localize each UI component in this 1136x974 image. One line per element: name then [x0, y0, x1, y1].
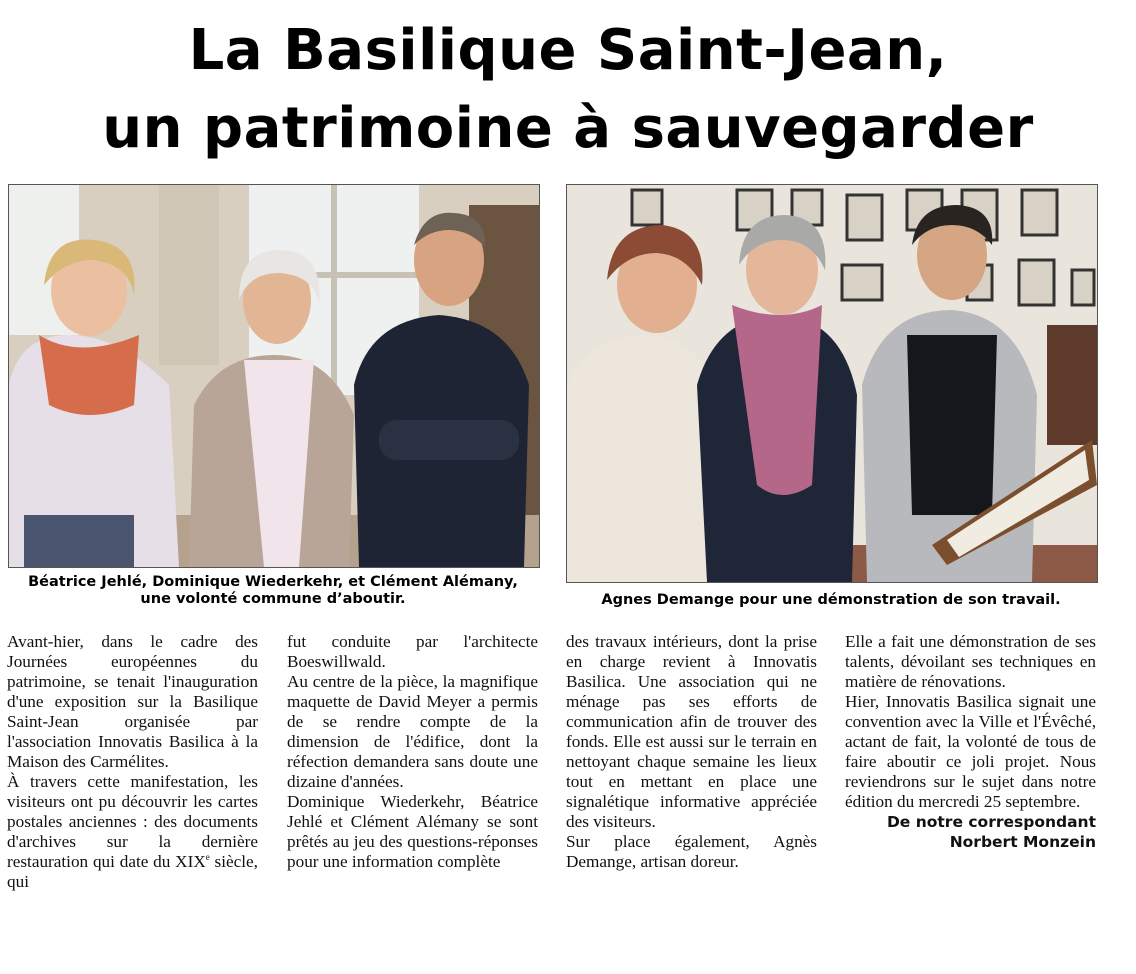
- paragraph-text: À travers cette manifestation, les visiteurs ont pu découvrir les cartes postales anciennes : des documents d'archives sur la dernière restauration qui date du XIX: [7, 772, 258, 871]
- paragraph: [7, 772, 258, 892]
- caption-left-line-1: Béatrice Jehlé, Dominique Wiederkehr, et Clément Alémany,: [28, 574, 518, 590]
- photo-three-people: [8, 184, 540, 568]
- photo-demonstration: [566, 184, 1098, 583]
- superscript: e: [205, 852, 210, 862]
- byline-line-1: De notre correspondant: [886, 813, 1096, 831]
- paragraph: des travaux intérieurs, dont la prise en charge revient à Innovatis Basilica. Une association qui ne ménage pas ses efforts de communication afin de trouver des fonds. Elle est aussi sur le terrain en nettoyant chaque semaine les lieux tout en mettant en place une signalétique informative appréciée des visiteurs.: [566, 632, 817, 831]
- paragraph: Hier, Innovatis Basilica signait une convention avec la Ville et l'Évêché, actant de fait, la volonté de tous de faire aboutir ce joli projet. Nous reviendrons sur le sujet dans notre édition du mercredi 25 septembre.: [845, 692, 1096, 811]
- caption-right: Agnes Demange pour une démonstration de son travail.: [601, 592, 1061, 608]
- article-column-1: [7, 632, 258, 892]
- paragraph: Avant-hier, dans le cadre des Journées européennes du patrimoine, se tenait l'inauguration d'une exposition sur la Basilique Saint-Jean organisée par l'association Innovatis Basilica à la Maison des Carmélites.: [7, 632, 258, 771]
- paragraph: Dominique Wiederkehr, Béatrice Jehlé et Clément Alémany se sont prêtés au jeu des questions-réponses pour une information complète: [287, 792, 538, 871]
- caption-left: [8, 574, 538, 608]
- article-column-3: [566, 632, 817, 872]
- headline-line-2: un patrimoine à sauvegarder: [102, 96, 1034, 161]
- article-column-4: [845, 632, 1096, 852]
- paragraph-text: siècle, qui: [7, 852, 258, 891]
- article-column-2: [287, 632, 538, 872]
- paragraph: Au centre de la pièce, la magnifique maquette de David Meyer a permis de se rendre compte de la dimension de l'édifice, dont la réfection demandera sans doute une dizaine d'années.: [287, 672, 538, 791]
- paragraph: Elle a fait une démonstration de ses talents, dévoilant ses techniques en matière de rénovations.: [845, 632, 1096, 691]
- caption-left-line-2: une volonté commune d’aboutir.: [140, 591, 406, 607]
- headline: [0, 12, 1136, 168]
- paragraph: fut conduite par l'architecte Boeswillwald.: [287, 632, 538, 671]
- headline-line-1: La Basilique Saint-Jean,: [188, 18, 948, 83]
- byline-line-2: Norbert Monzein: [949, 833, 1096, 851]
- paragraph: Sur place également, Agnès Demange, artisan doreur.: [566, 832, 817, 871]
